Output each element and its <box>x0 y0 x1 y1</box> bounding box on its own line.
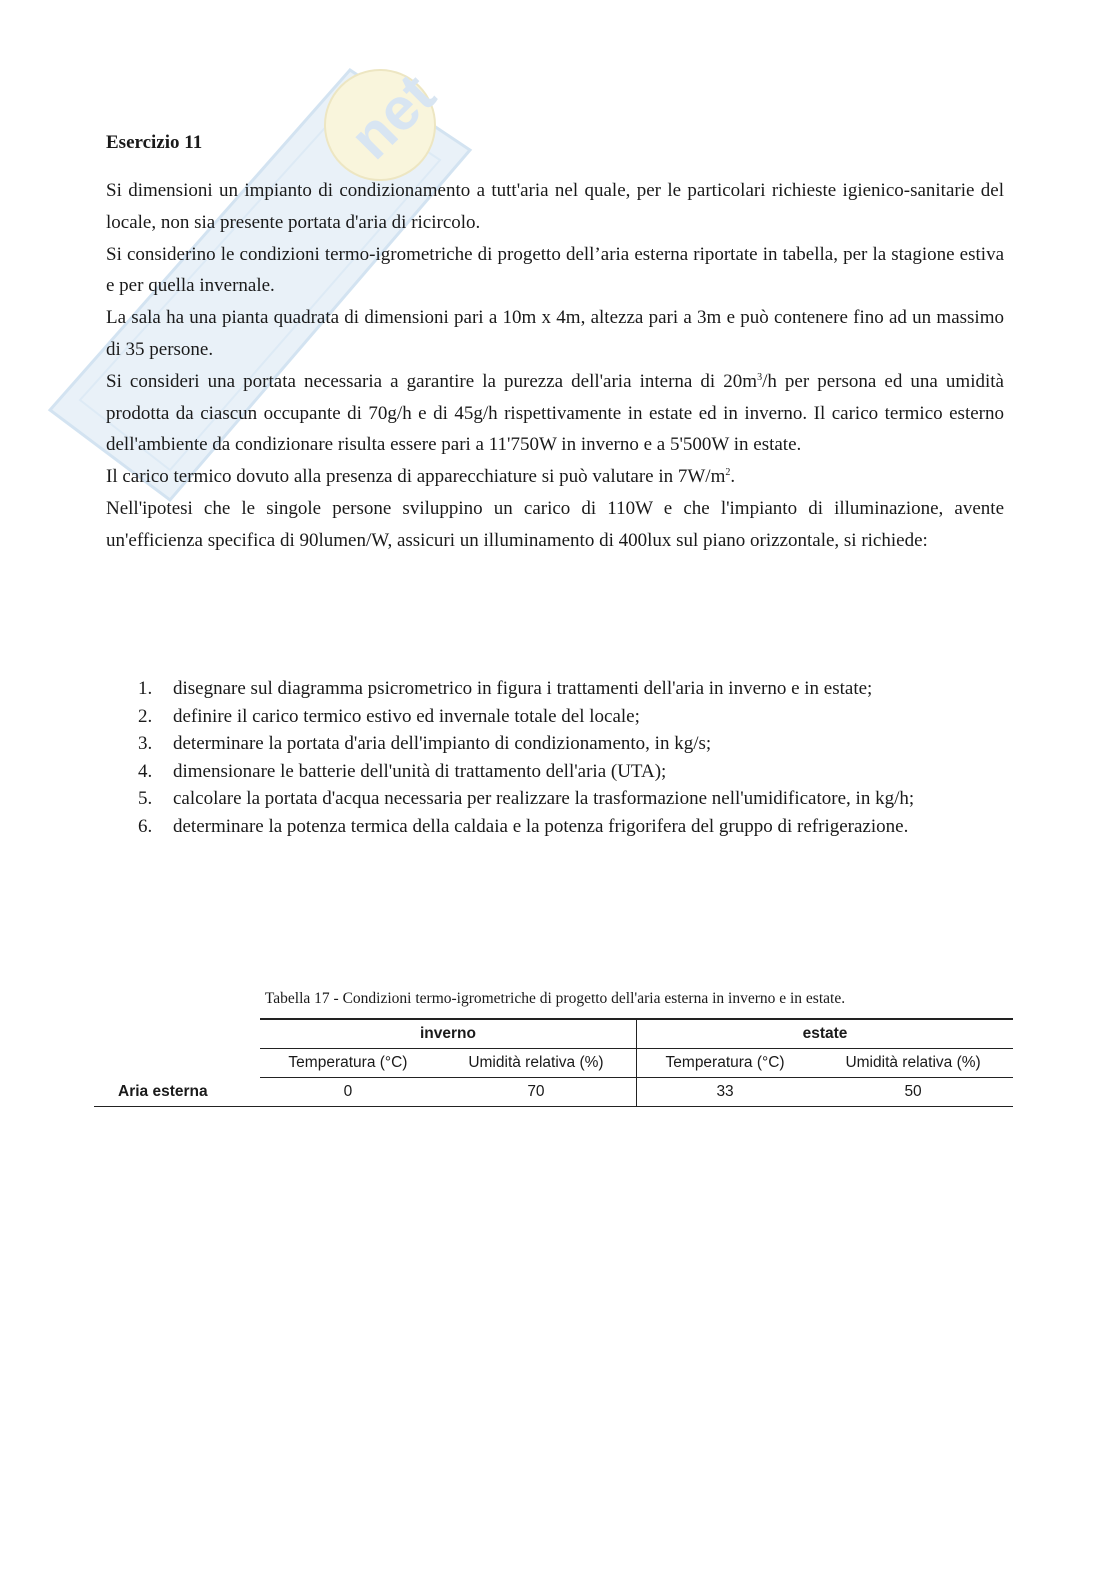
table-caption: Tabella 17 - Condizioni termo-igrometriche di progetto dell'aria esterna in inverno e in estate. <box>264 990 846 1007</box>
list-text: determinare la portata d'aria dell'impianto di condizionamento, in kg/s; <box>173 733 712 754</box>
paragraph: Si considerino le condizioni termo-igrometriche di progetto dell’aria esterna riportate in tabella, per la stagione estiva e per quella invernale. <box>106 243 1004 297</box>
list-text: calcolare la portata d'acqua necessaria per realizzare la trasformazione nell'umidificatore, in kg/h; <box>173 788 915 809</box>
table-subheader-row <box>94 1049 1013 1078</box>
list-number: 6. <box>138 815 153 837</box>
superscript: 3 <box>757 371 763 383</box>
list-text: disegnare sul diagramma psicrometrico in figura i trattamenti dell'aria in inverno e in estate; <box>173 678 873 699</box>
list-item <box>106 785 1004 813</box>
paragraph-text: Il carico termico dovuto alla presenza di apparecchiature si può valutare in 7W/m <box>106 466 726 488</box>
list-text: determinare la potenza termica della caldaia e la potenza frigorifera del gruppo di refrigerazione. <box>173 815 909 837</box>
list-number: 1. <box>138 678 153 699</box>
table-group-header-row <box>94 1019 1013 1049</box>
list-item <box>106 675 1004 703</box>
list-text: definire il carico termico estivo ed invernale totale del locale; <box>173 705 640 727</box>
group-header-summer: estate <box>636 1019 1013 1049</box>
table-cell: 33 <box>636 1078 813 1107</box>
list-number: 5. <box>138 788 153 809</box>
list-item <box>106 703 1004 731</box>
paragraph-text: /h per persona ed una umidità prodotta da ciascun occupante di 70g/h e di 45g/h rispettivamente in estate ed in inverno. Il carico termico esterno dell'ambiente da condizionare risulta essere pari a 11'750W in inverno e a 5'500W in estate. <box>106 370 1004 456</box>
table-cell: 0 <box>260 1078 436 1107</box>
paragraph-text: Si consideri una portata necessaria a garantire la purezza dell'aria interna di 20m <box>106 370 758 392</box>
list-text: dimensionare le batterie dell'unità di trattamento dell'aria (UTA); <box>173 760 667 782</box>
table-corner-cell <box>94 1019 260 1049</box>
task-list <box>106 675 1004 840</box>
col-header-humidity: Umidità relativa (%) <box>436 1049 637 1078</box>
table-cell: 70 <box>436 1078 637 1107</box>
paragraph: Nell'ipotesi che le singole persone sviluppino un carico di 110W e che l'impianto di illuminazione, avente un'efficienza specifica di 90lumen/W, assicuri un illuminamento di 400lux sul piano orizzontale, si richiede: <box>106 497 1004 551</box>
document-body <box>106 132 1004 837</box>
svg-text:net: net <box>336 60 448 172</box>
paragraph-text: . <box>730 466 736 488</box>
table-cell: 50 <box>813 1078 1013 1107</box>
paragraph: La sala ha una pianta quadrata di dimensioni pari a 10m x 4m, altezza pari a 3m e può contenere fino ad un massimo di 35 persone. <box>106 307 1004 360</box>
exercise-title: Esercizio 11 <box>106 132 203 153</box>
paragraph <box>106 366 1004 461</box>
paragraph: Si dimensioni un impianto di condizionamento a tutt'aria nel quale, per le particolari richieste igienico-sanitarie del locale, non sia presente portata d'aria di ricircolo. <box>106 180 1004 233</box>
row-label: Aria esterna <box>94 1078 260 1107</box>
list-item <box>106 813 1004 841</box>
list-item <box>106 730 1004 758</box>
col-header-temperature: Temperatura (°C) <box>636 1049 813 1078</box>
col-header-humidity: Umidità relativa (%) <box>813 1049 1013 1078</box>
table-corner-cell <box>94 1049 260 1078</box>
list-item <box>106 758 1004 786</box>
superscript: 2 <box>725 467 731 479</box>
list-number: 2. <box>138 705 153 727</box>
list-number: 3. <box>138 733 153 754</box>
conditions-table <box>94 1018 1013 1107</box>
col-header-temperature: Temperatura (°C) <box>260 1049 436 1078</box>
list-number: 4. <box>138 760 153 782</box>
table-row <box>94 1078 1013 1107</box>
group-header-winter: inverno <box>260 1019 636 1049</box>
paragraph <box>106 461 1004 493</box>
